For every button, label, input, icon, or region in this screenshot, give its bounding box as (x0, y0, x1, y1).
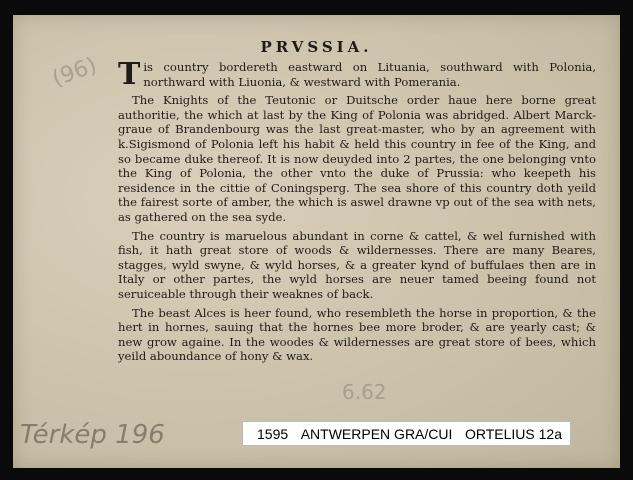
catalog-label (242, 421, 571, 446)
paragraph-1 (118, 57, 596, 92)
label-place: ANTWERPEN GRA/CUI (300, 425, 453, 442)
paragraph-1-text: is country bordereth eastward on Lituania, southward with Polonia, northward with Liuonia, & westward with Pomerania. (143, 60, 596, 89)
drop-cap: T (118, 57, 141, 92)
body-text (118, 57, 596, 368)
paragraph-3: The country is maruelous abundant in corne & cattel, & wel furnished with fish, it hath great store of woods & wildernesses. There are many Beares, stagges, wyld swyne, & wyld horses, & a greater kynd of buffulaes then are in Italy or other partes, the wyld horses are neuer tamed beeing found not seruiceable through their weaknes of back. (118, 228, 596, 301)
pencil-note-price: 6.62 (342, 380, 387, 404)
paragraph-2: The Knights of the Teutonic or Duitsche order haue here borne great authoritie, the which at last by the King of Polonia was abridged. Albert Marck-graue of Brandenbourg was the last great-master, who by an agreement with k.Sigismond of Polonia left his habit & held this country in fee of the King, and so became duke thereof. It is now deuyded into 2 partes, the one belonging vnto the King of Polonia, the other vnto the duke of Prussia: who keepeth his residence in the cittie of Coningsperg. The sea shore of this country doth yeild the fairest sorte of amber, the which is aswel drawne vp out of the sea with nets, as gathered on the sea syde. (118, 93, 596, 224)
label-year: 1595 (257, 425, 289, 442)
pencil-note-number: (96) (49, 53, 101, 92)
label-ref: ORTELIUS 12a (464, 425, 562, 442)
pencil-note-terkep: Térkép 196 (20, 420, 165, 450)
page-title: PRVSSIA. (260, 38, 373, 56)
paragraph-4: The beast Alces is heer found, who resembleth the horse in proportion, & the hert in hornes, sauing that the hornes bee more broder, & are yearly cast; & new grow againe. In the woodes & wildernesses are great store of bees, which yeild aboundance of hony & wax. (118, 305, 596, 364)
